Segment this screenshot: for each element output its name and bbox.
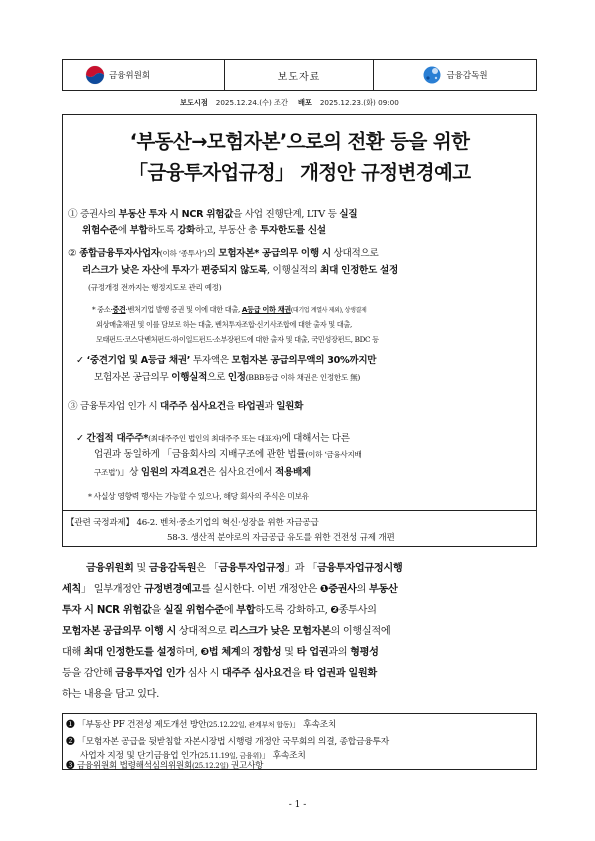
- release-timing: [180, 98, 409, 108]
- body-line-1: 금융위원회 및 금융감독원은 「금융투자업규정」과 「금융투자업규정시행: [86, 563, 403, 574]
- page-number: - 1 -: [288, 800, 307, 810]
- reference-2-line-2: 사업자 지정 및 단기금융업 인가(25.11.19일, 금융위)」 후속조치: [80, 751, 306, 761]
- release-value: 2025.12.23.(화) 09:00: [319, 98, 399, 107]
- fss-name: 금융감독원: [446, 71, 488, 81]
- header-left: [63, 60, 225, 90]
- body-line-2: 세칙」 일부개정안 규정변경예고를 실시한다. 이번 개정안은 ❶증권사의 부동산: [62, 584, 398, 595]
- item-3-number: ③: [68, 401, 78, 412]
- embargo-value: 2025.12.24.(수) 조간: [215, 98, 288, 107]
- item-1-number: ①: [68, 209, 78, 220]
- header-right: [374, 60, 536, 90]
- press-release-label: 보도자료: [225, 60, 374, 90]
- item-1-line-1: ① 증권사의 부동산 투자 시 NCR 위험값을 사업 진행단계, LTV 등 실질: [68, 209, 358, 220]
- check-1-line-2: 모험자본 공급의무 이행실적으로 인정(BBB등급 이하 채권은 인정한도 無): [94, 372, 361, 383]
- body-line-5: 대해 최대 인정한도를 설정하며, ❸법 체계의 정합성 및 타 업권과의 형평성: [62, 647, 379, 658]
- task-separator: [62, 510, 537, 511]
- footnote-line-1: * 중소·중견·벤처기업 발행 증권 및 이에 대한 대출, A등급 이하 채권(대기업 계열사 제외), 상생결제: [92, 305, 367, 314]
- related-tasks-line-1: 【관련 국정과제】 46-2. 벤처·중소기업의 혁신·성장을 위한 자금공급: [66, 518, 319, 528]
- press-header: [62, 59, 537, 91]
- release-label: 배포: [297, 98, 312, 107]
- check-2-line-3: 구조법’)」상 임원의 자격요건은 심사요건에서 적용배제: [94, 467, 311, 478]
- body-line-3: 투자 시 NCR 위험값을 실질 위험수준에 부합하도록 강화하고, ❷종투사의: [62, 605, 377, 616]
- check-icon: ✓: [76, 433, 84, 444]
- related-tasks-label: 【관련 국정과제】: [66, 518, 134, 528]
- body-line-4: 모험자본 공급의무 이행 시 상대적으로 리스크가 낮은 모험자본의 이행실적에: [62, 626, 391, 637]
- title-line-1: ‘부동산→모험자본’으로의 전환 등을 위한: [129, 130, 470, 153]
- fsc-name: 금융위원회: [109, 71, 151, 81]
- fsc-logo-icon: [85, 65, 105, 85]
- item-2-line-3: (규정개정 전까지는 행정지도로 관리 예정): [88, 283, 222, 292]
- body-line-7: 하는 내용을 담고 있다.: [62, 689, 159, 700]
- footnote-line-3: 모태펀드·코스닥벤처펀드·하이일드펀드·소부장펀드에 대한 출자 및 대출, 국민성장펀드, BDC 등: [96, 335, 379, 344]
- title-line-2: 「금융투자업규정」 개정안 규정변경예고: [128, 161, 471, 184]
- footnote-line-2: 외상매출채권 및 이를 담보로 하는 대출, 벤처투자조합·신기사조합에 대한 출자 및 대출,: [96, 320, 352, 329]
- item-2-number: ②: [68, 248, 77, 259]
- footnote-2: * 사실상 영향력 행사는 가능할 수 있으나, 해당 회사의 주식은 미보유: [88, 492, 309, 501]
- reference-3: ❸ 금융위원회 법령해석심의위원회(25.12.2일) 권고사항: [66, 761, 264, 771]
- body-line-6: 등을 감안해 금융투자업 인가 심사 시 대주주 심사요건을 타 업권과 일원화: [62, 668, 377, 679]
- reference-2-line-1: ❷ 「모험자본 공급을 뒷받침할 자본시장법 시행령 개정안 국무회의 의결, 종합금융투자: [66, 737, 389, 747]
- check-icon: ✓: [76, 355, 84, 366]
- item-3-line-1: ③ 금융투자업 인가 시 대주주 심사요건을 타업권과 일원화: [68, 401, 304, 412]
- related-tasks-line-2: 58-3. 생산적 분야로의 자금공급 유도를 위한 건전성 규제 개편: [167, 533, 395, 543]
- check-2-line-2: 업권과 동일하게 「금융회사의 지배구조에 관한 법률(이하 ‘금융사지배: [94, 449, 362, 460]
- reference-1: ❶ 「부동산 PF 건전성 제도개선 방안(25.12.22일, 관계부처 합동)」 후속조치: [66, 720, 337, 730]
- check-1-line-1: ✓ ‘중견기업 및 A등급 채권’ 투자액은 모험자본 공급의무액의 30%까지만: [76, 355, 377, 366]
- item-1-line-2: 위험수준에 부합하도록 강화하고, 부동산 총 투자한도를 신설: [82, 225, 326, 236]
- check-2-line-1: ✓ 간접적 대주주*(최대주주인 법인의 최대주주 또는 대표자)에 대해서는 다른: [76, 433, 350, 444]
- item-2-line-1: ② 종합금융투자사업자(이하 ‘종투사’)의 모험자본* 공급의무 이행 시 상대적으로: [68, 248, 379, 259]
- embargo-label: 보도시점: [180, 98, 208, 107]
- item-2-line-2: 리스크가 낮은 자산에 투자가 편중되지 않도록, 이행실적의 최대 인정한도 설정: [82, 265, 398, 276]
- fss-logo-icon: [422, 65, 442, 85]
